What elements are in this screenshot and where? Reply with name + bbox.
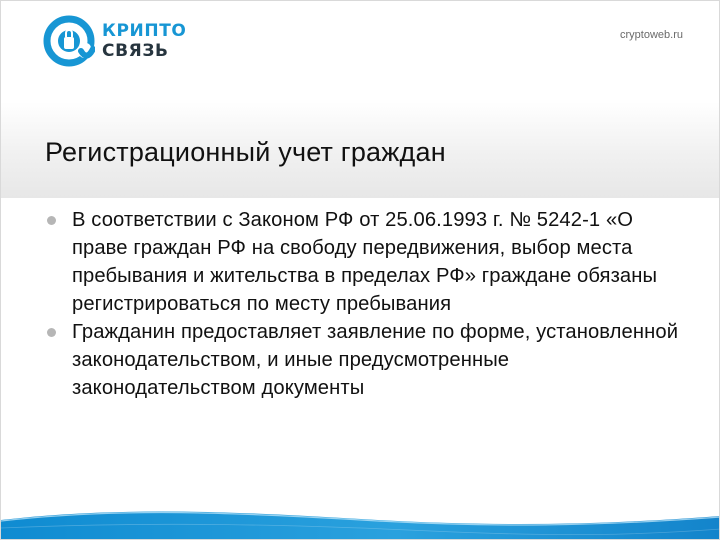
- bullet-text: В соответствии с Законом РФ от 25.06.1993 г. № 5242-1 «О праве граждан РФ на свободу передвижения, выбор места пребывания и жительства в пределах РФ» граждане обязаны регистрироваться по месту пребывания: [72, 209, 658, 315]
- bullet-icon: [47, 328, 56, 337]
- logo-wordmark: [102, 20, 187, 61]
- company-logo: [43, 15, 186, 67]
- bullet-item: [47, 318, 682, 402]
- decorative-bottom-bar: [1, 483, 720, 539]
- slide-title: Регистрационный учет граждан: [45, 137, 446, 167]
- bullet-list: [47, 206, 682, 402]
- logo-line-2: СВЯЗЬ: [102, 40, 169, 61]
- at-sign-lock-icon: [43, 15, 95, 67]
- bullet-text: Гражданин предоставляет заявление по форме, установленной законодательством, и иные предусмотренные законодательством документы: [72, 321, 679, 399]
- slide-header: [1, 1, 720, 101]
- site-url: cryptoweb.ru: [620, 29, 683, 41]
- blue-wave-graphic: [1, 483, 720, 539]
- logo-line-1: КРИПТО: [102, 20, 187, 41]
- bullet-icon: [47, 216, 56, 225]
- bullet-item: [47, 206, 682, 318]
